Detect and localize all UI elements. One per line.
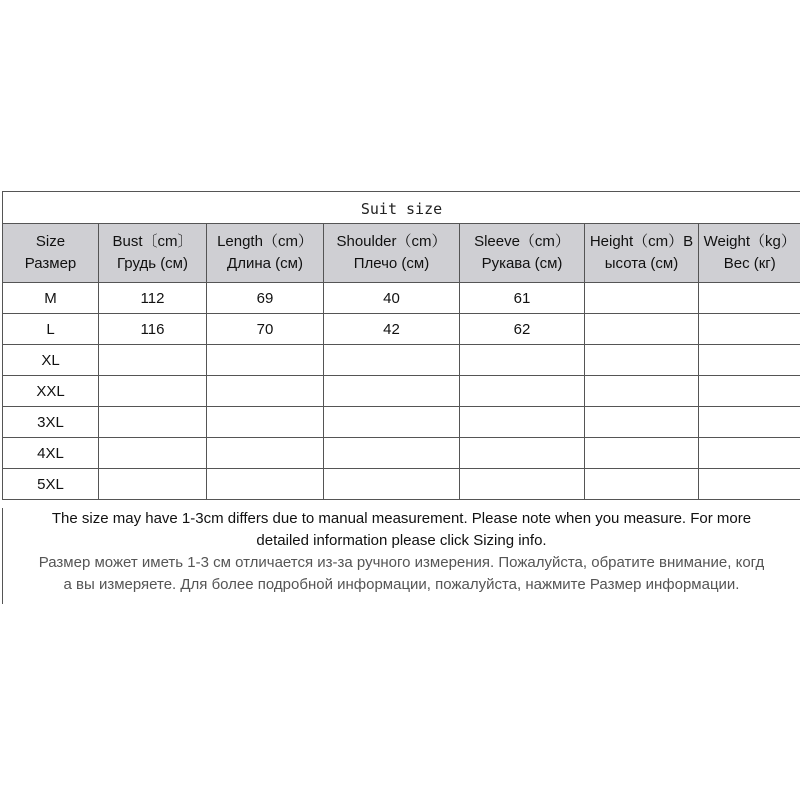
header-sleeve: Sleeve（cm） Рукава (см) xyxy=(460,224,585,283)
cell-shoulder xyxy=(324,469,460,500)
cell-length xyxy=(207,376,324,407)
cell-height xyxy=(585,345,699,376)
cell-shoulder xyxy=(324,407,460,438)
header-size: Size Размер xyxy=(3,224,99,283)
cell-height xyxy=(585,314,699,345)
cell-shoulder: 40 xyxy=(324,283,460,314)
cell-height xyxy=(585,376,699,407)
cell-sleeve xyxy=(460,438,585,469)
table-row xyxy=(3,283,800,314)
cell-weight xyxy=(699,314,800,345)
cell-length xyxy=(207,345,324,376)
cell-bust xyxy=(99,469,207,500)
cell-length xyxy=(207,438,324,469)
header-bust: Bust〔cm〕 Грудь (см) xyxy=(99,224,207,283)
cell-weight xyxy=(699,345,800,376)
cell-shoulder xyxy=(324,438,460,469)
table-row xyxy=(3,376,800,407)
note-en-line-1: The size may have 1-3cm differs due to manual measurement. Please note when you measure. For more xyxy=(51,510,752,527)
cell-height xyxy=(585,407,699,438)
cell-bust: 112 xyxy=(99,283,207,314)
cell-size: 5XL xyxy=(3,469,99,500)
cell-sleeve xyxy=(460,407,585,438)
header-length: Length（cm） Длина (см) xyxy=(207,224,324,283)
cell-weight xyxy=(699,438,800,469)
table-row xyxy=(3,407,800,438)
header-height: Height（cm）В ысота (см) xyxy=(585,224,699,283)
cell-length xyxy=(207,469,324,500)
cell-bust xyxy=(99,407,207,438)
header-row xyxy=(3,224,800,283)
cell-weight xyxy=(699,469,800,500)
cell-bust xyxy=(99,345,207,376)
cell-weight xyxy=(699,376,800,407)
cell-length: 69 xyxy=(207,283,324,314)
cell-length: 70 xyxy=(207,314,324,345)
cell-length xyxy=(207,407,324,438)
cell-height xyxy=(585,469,699,500)
cell-weight xyxy=(699,283,800,314)
cell-size: XL xyxy=(3,345,99,376)
cell-shoulder xyxy=(324,376,460,407)
note-en-line-2: detailed information please click Sizing info. xyxy=(256,532,547,549)
cell-sleeve xyxy=(460,345,585,376)
header-shoulder: Shoulder（cm） Плечо (см) xyxy=(324,224,460,283)
cell-shoulder xyxy=(324,345,460,376)
cell-sleeve: 62 xyxy=(460,314,585,345)
cell-size: 3XL xyxy=(3,407,99,438)
header-weight: Weight（kg） Вес (кг) xyxy=(699,224,800,283)
cell-height xyxy=(585,283,699,314)
cell-height xyxy=(585,438,699,469)
size-chart xyxy=(2,191,800,500)
cell-size: L xyxy=(3,314,99,345)
cell-weight xyxy=(699,407,800,438)
cell-size: 4XL xyxy=(3,438,99,469)
cell-sleeve xyxy=(460,469,585,500)
cell-size: M xyxy=(3,283,99,314)
table-row xyxy=(3,314,800,345)
measurement-note xyxy=(2,508,800,604)
note-ru-line-2: а вы измеряете. Для более подробной информации, пожалуйста, нажмите Размер информации. xyxy=(63,576,740,593)
cell-size: XXL xyxy=(3,376,99,407)
cell-bust xyxy=(99,438,207,469)
cell-shoulder: 42 xyxy=(324,314,460,345)
table-row xyxy=(3,438,800,469)
table-row xyxy=(3,469,800,500)
note-ru-line-1: Размер может иметь 1-3 см отличается из-за ручного измерения. Пожалуйста, обратите внимание, когд xyxy=(38,554,765,571)
table-row xyxy=(3,345,800,376)
cell-sleeve: 61 xyxy=(460,283,585,314)
cell-bust: 116 xyxy=(99,314,207,345)
cell-bust xyxy=(99,376,207,407)
cell-sleeve xyxy=(460,376,585,407)
chart-title: Suit size xyxy=(2,191,800,223)
size-table xyxy=(2,223,800,500)
